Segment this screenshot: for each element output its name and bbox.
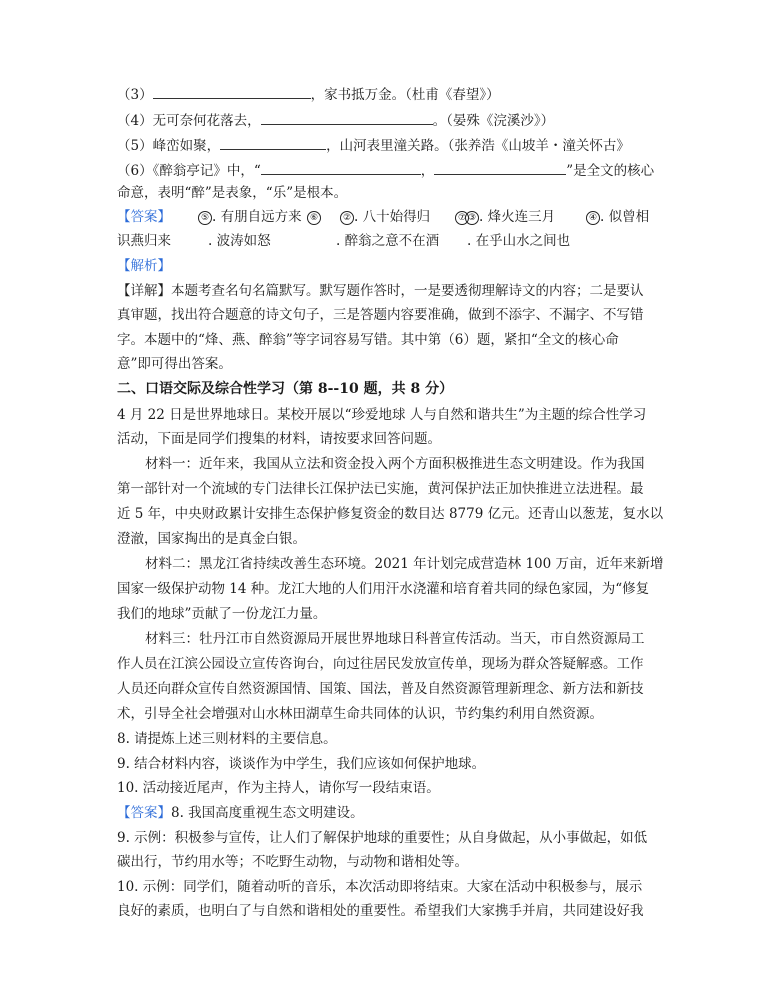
material-1-line: 澄澈，国家掏出的是真金白银。 <box>117 531 306 547</box>
answer-item: ⑦ ③ . 烽火连三月 <box>455 208 555 226</box>
answer-blank <box>261 110 433 125</box>
question-text: （5）峰峦如聚， <box>117 138 221 154</box>
answer-blank <box>220 135 326 150</box>
material-2-line: 材料二：黑龙江省持续改善生态环境。2021 年计划完成营造林 100 万亩，近年来新增 <box>145 556 664 572</box>
answer-blank <box>261 160 421 175</box>
answer-8: 【答案】8. 我国高度重视生态文明建设。 <box>117 805 364 821</box>
material-3-line: 人员还向群众宣传自然资源国情、国策、国法，普及自然资源管理新理念、新方法和新技 <box>117 681 644 697</box>
answer-tag: 【答案】 <box>117 209 171 225</box>
question-text: （4）无可奈何花落去， <box>117 113 261 129</box>
answer-block-1 <box>117 208 171 226</box>
question-text: （6）《醉翁亭记》中，“ <box>117 163 261 179</box>
detail-line: 意”即可得出答案。 <box>117 356 232 372</box>
material-3-line: 术，引导全社会增强对山水林田湖草生命共同体的认识，节约集约利用自然资源。 <box>117 706 603 722</box>
answer-9-line: 碳出行，节约用水等；不吃野生动物，与动物和谐相处等。 <box>117 854 468 870</box>
question-number: （3） <box>117 87 153 103</box>
answer-10-line: 良好的素质，也明白了与自然和谐相处的重要性。希望我们大家携手并肩，共同建设好我 <box>117 903 644 919</box>
answer-line-2: . 醉翁之意不在酒 <box>336 233 440 249</box>
detail-line: 字。本题中的“烽、燕、醉翁”等字词容易写错。其中第（6）题，紧扣“全文的核心命 <box>117 332 619 348</box>
answer-tag: 【答案】 <box>117 805 171 821</box>
material-2-line: 我们的地球”贡献了一份龙江力量。 <box>117 606 327 622</box>
question-10: 10. 活动接近尾声，作为主持人，请你写一段结束语。 <box>117 780 440 796</box>
question-text: ，山河表里潼关路。（张养浩《山坡羊・潼关怀古》 <box>326 138 630 154</box>
answer-line-2: 识燕归来 <box>117 233 171 249</box>
answer-9-line: 9. 示例：积极参与宣传，让人们了解保护地球的重要性；从自身做起，从小事做起，如低 <box>117 830 648 846</box>
question-6 <box>117 160 654 180</box>
circled-number: ③ <box>465 211 479 225</box>
material-1-line: 第一部针对一个流域的专门法律长江保护法已实施，黄河保护法正加快推进立法进程。最 <box>117 481 644 497</box>
circled-number: ② <box>340 211 354 225</box>
circled-number: ⑥ <box>307 211 321 225</box>
question-8: 8. 请提炼上述三则材料的主要信息。 <box>117 731 337 747</box>
circled-number: ⑤ <box>198 211 212 225</box>
question-6-line2: 命意，表明“醉”是表象，“乐”是根本。 <box>117 185 348 201</box>
answer-item <box>307 208 321 226</box>
question-4 <box>117 110 554 130</box>
question-text: ， <box>420 163 435 179</box>
intro-line: 4 月 22 日是世界地球日。某校开展以“珍爱地球 人与自然和谐共生”为主题的综合性学习 <box>117 407 647 423</box>
circled-number: ⑦ <box>455 211 469 225</box>
question-text: 。（晏殊《浣溪沙》） <box>432 113 555 129</box>
detail-tag: 【详解】 <box>117 283 171 299</box>
detail-line: 真审题，找出符合题意的诗文句子，三是答题内容要准确，做到不添字、不漏字、不写错 <box>117 307 644 323</box>
question-9: 9. 结合材料内容，谈谈作为中学生，我们应该如何保护地球。 <box>117 756 486 772</box>
question-text: ，家书抵万金。（杜甫《春望》） <box>310 87 500 103</box>
intro-line: 活动，下面是同学们搜集的材料，请按要求回答问题。 <box>117 431 441 447</box>
answer-line-2: . 波涛如怒 <box>208 233 271 249</box>
circled-number: ④ <box>586 211 600 225</box>
material-3-line: 作人员在江滨公园设立宣传咨询台，向过往居民发放宣传单，现场为群众答疑解惑。工作 <box>117 656 644 672</box>
material-1-line: 材料一：近年来，我国从立法和资金投入两个方面积极推进生态文明建设。作为我国 <box>145 456 645 472</box>
question-3 <box>117 84 500 104</box>
detail-line: 【详解】本题考查名句名篇默写。默写题作答时，一是要透彻理解诗文的内容；二是要认 <box>117 283 644 299</box>
section-title: 二、口语交际及综合性学习（第 8--10 题，共 8 分） <box>117 381 454 397</box>
material-1-line: 近 5 年，中央财政累计安排生态保护修复资金的数目达 8779 亿元。还青山以葱茏，复水以 <box>117 506 664 522</box>
question-5 <box>117 135 630 155</box>
answer-item: ② . 八十始得归 <box>340 208 430 226</box>
answer-line-2: . 在乎山水之间也 <box>467 233 571 249</box>
answer-item: ⑤ . 有朋自远方来 <box>198 208 302 226</box>
answer-blank <box>434 160 566 175</box>
analysis-tag: 【解析】 <box>117 258 171 274</box>
answer-blank <box>153 84 311 99</box>
material-3-line: 材料三：牡丹江市自然资源局开展世界地球日科普宣传活动。当天，市自然资源局工 <box>145 631 645 647</box>
answer-item: ④ . 似曾相 <box>586 208 649 226</box>
material-2-line: 国家一级保护动物 14 种。龙江大地的人们用汗水浇灌和培育着共同的绿色家园，为“修复 <box>117 581 650 597</box>
question-text: ”是全文的核心 <box>566 163 655 179</box>
answer-10-line: 10. 示例：同学们，随着动听的音乐，本次活动即将结束。大家在活动中积极参与，展示 <box>117 879 643 895</box>
